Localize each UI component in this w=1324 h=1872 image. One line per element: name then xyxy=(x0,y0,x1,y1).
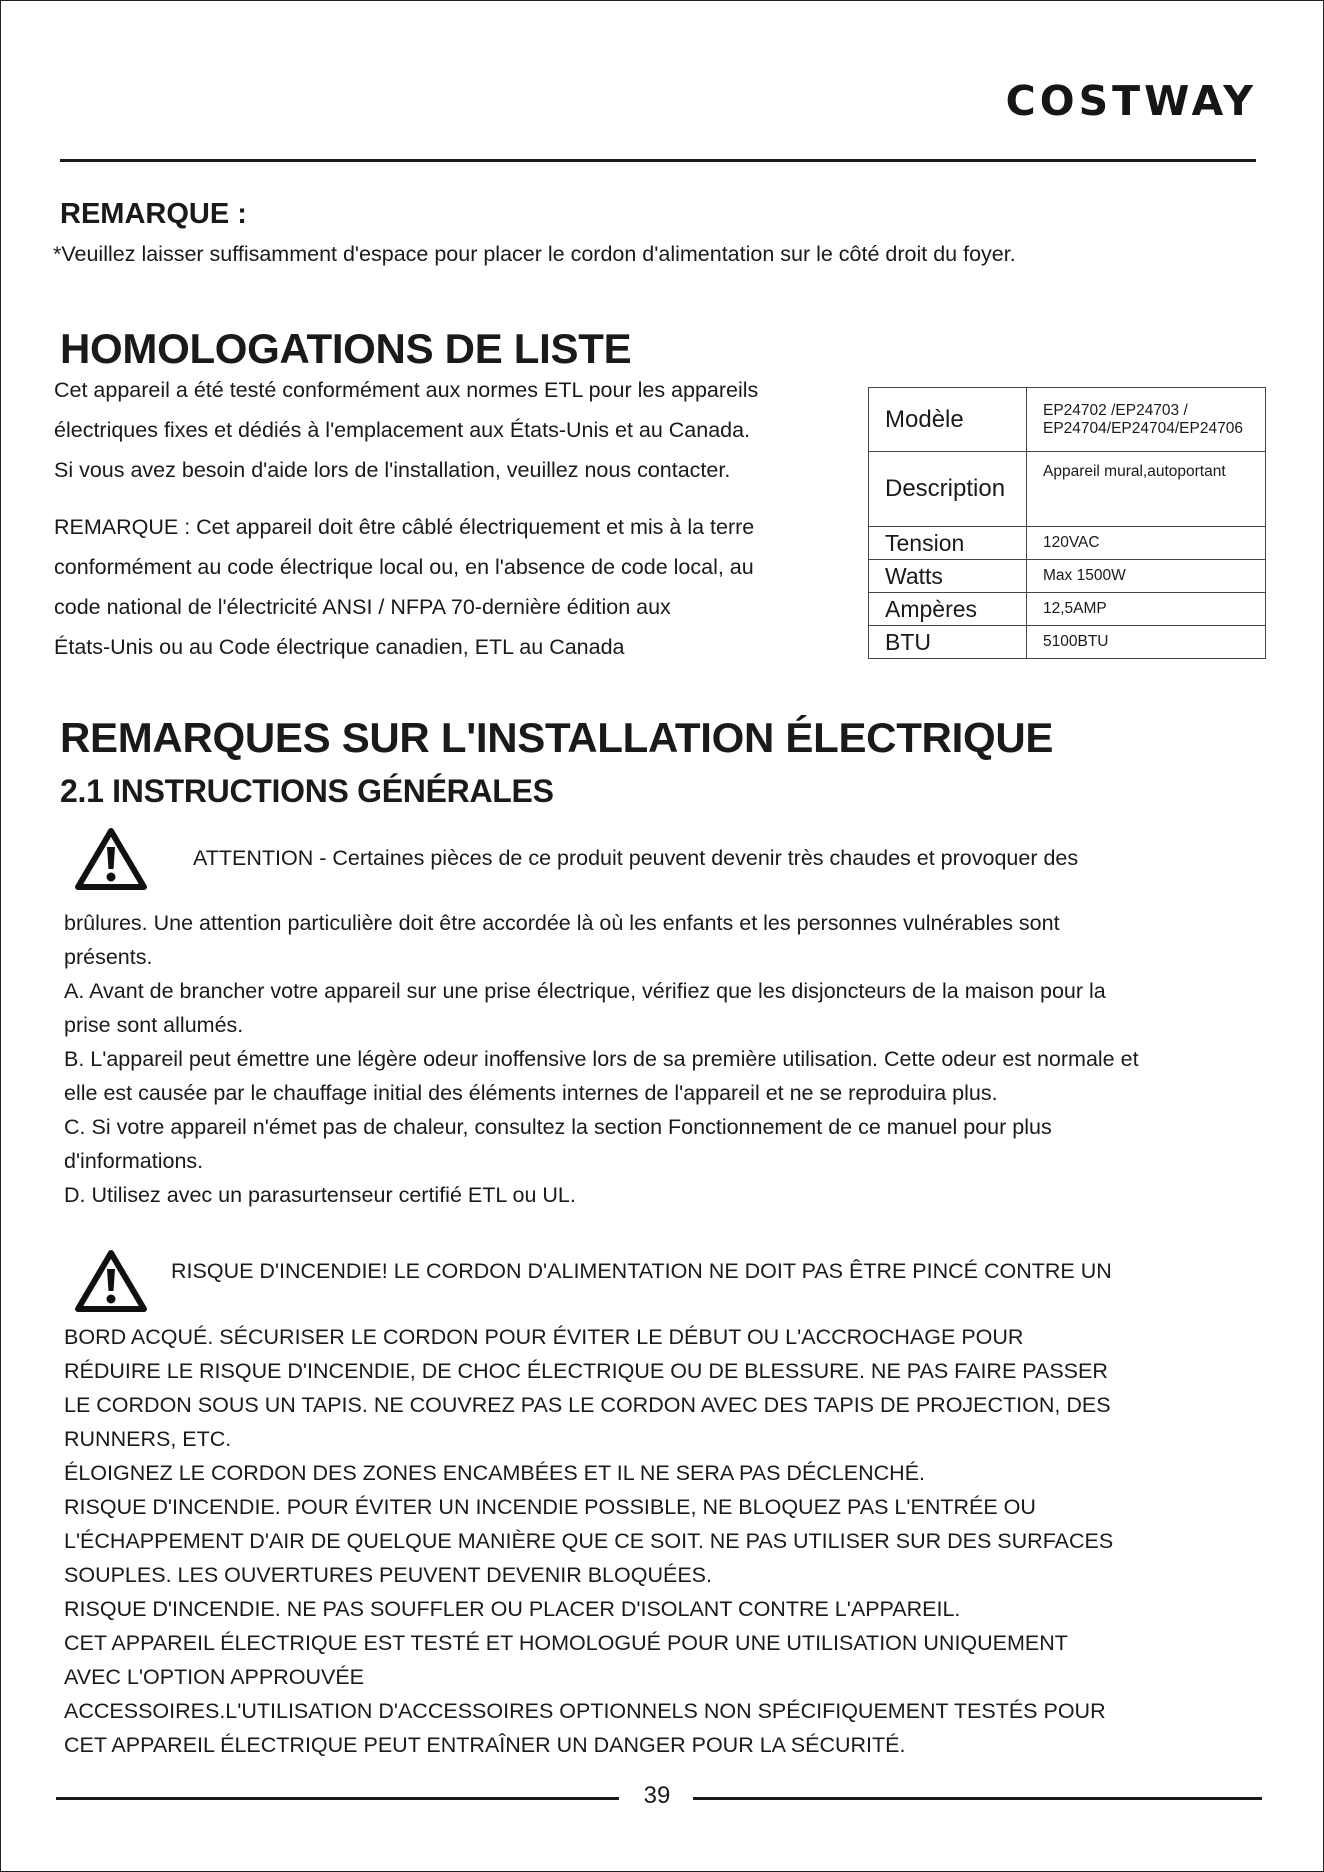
footer-divider-left xyxy=(56,1797,619,1800)
spec-row-tension xyxy=(869,527,1266,560)
text-line: L'ÉCHAPPEMENT D'AIR DE QUELQUE MANIÈRE QUE CE SOIT. NE PAS UTILISER SUR DES SURFACES xyxy=(64,1529,1114,1553)
note-heading: REMARQUE : xyxy=(60,198,247,230)
text-line: brûlures. Une attention particulière doit être accordée là où les enfants et les personnes vulnérables sont xyxy=(64,911,1060,935)
text-line: LE CORDON SOUS UN TAPIS. NE COUVREZ PAS LE CORDON AVEC DES TAPIS DE PROJECTION, DES xyxy=(64,1393,1111,1417)
spec-label: BTU xyxy=(869,626,1027,659)
text-line: CET APPAREIL ÉLECTRIQUE PEUT ENTRAÎNER UN DANGER POUR LA SÉCURITÉ. xyxy=(64,1733,906,1757)
spec-row-watts xyxy=(869,560,1266,593)
text-line: SOUPLES. LES OUVERTURES PEUVENT DEVENIR BLOQUÉES. xyxy=(64,1563,712,1587)
listing-paragraphs xyxy=(54,378,854,675)
listing-line: Si vous avez besoin d'aide lors de l'installation, veuillez nous contacter. xyxy=(54,458,731,482)
text-line: C. Si votre appareil n'émet pas de chaleur, consultez la section Fonctionnement de ce manuel pour plus xyxy=(64,1115,1052,1139)
listing-line: électriques fixes et dédiés à l'emplacement aux États-Unis et au Canada. xyxy=(54,418,751,442)
spec-label: Modèle xyxy=(869,388,1027,452)
spec-table xyxy=(868,387,1266,659)
electrical-heading: REMARQUES SUR L'INSTALLATION ÉLECTRIQUE xyxy=(60,714,1054,761)
spec-label: Description xyxy=(869,452,1027,527)
spec-row-model xyxy=(869,388,1266,452)
brand-logo: COSTWAY xyxy=(1005,77,1257,125)
text-line: CET APPAREIL ÉLECTRIQUE EST TESTÉ ET HOMOLOGUÉ POUR UNE UTILISATION UNIQUEMENT xyxy=(64,1631,1068,1655)
text-line: AVEC L'OPTION APPROUVÉE xyxy=(64,1665,365,1689)
spec-value: Max 1500W xyxy=(1027,560,1266,593)
header-divider xyxy=(60,159,1256,162)
model-value-line: EP24702 /EP24703 / xyxy=(1043,401,1188,419)
spec-row-btu xyxy=(869,626,1266,659)
model-value-line: EP24704/EP24704/EP24706 xyxy=(1043,419,1243,437)
text-line: RISQUE D'INCENDIE. POUR ÉVITER UN INCENDIE POSSIBLE, NE BLOQUEZ PAS L'ENTRÉE OU xyxy=(64,1495,1036,1519)
text-line: d'informations. xyxy=(64,1149,204,1173)
text-line: BORD ACQUÉ. SÉCURISER LE CORDON POUR ÉVITER LE DÉBUT OU L'ACCROCHAGE POUR xyxy=(64,1325,1024,1349)
text-line: présents. xyxy=(64,945,153,969)
text-line: RÉDUIRE LE RISQUE D'INCENDIE, DE CHOC ÉLECTRIQUE OU DE BLESSURE. NE PAS FAIRE PASSER xyxy=(64,1359,1108,1383)
general-instructions-heading: 2.1 INSTRUCTIONS GÉNÉRALES xyxy=(60,773,554,809)
listing-heading: HOMOLOGATIONS DE LISTE xyxy=(60,325,632,372)
listing-line: Cet appareil a été testé conformément aux normes ETL pour les appareils xyxy=(54,378,759,402)
spec-value: 12,5AMP xyxy=(1027,593,1266,626)
spec-value: Appareil mural,autoportant xyxy=(1027,452,1266,527)
listing-line: conformément au code électrique local ou, en l'absence de code local, au xyxy=(54,555,754,579)
text-line: B. L'appareil peut émettre une légère odeur inoffensive lors de sa première utilisation. Cette odeur est normale et xyxy=(64,1047,1139,1071)
spec-value xyxy=(1027,388,1266,452)
text-line: ACCESSOIRES.L'UTILISATION D'ACCESSOIRES OPTIONNELS NON SPÉCIFIQUEMENT TESTÉS POUR xyxy=(64,1699,1106,1723)
text-line: prise sont allumés. xyxy=(64,1013,244,1037)
text-line: RISQUE D'INCENDIE. NE PAS SOUFFLER OU PLACER D'ISOLANT CONTRE L'APPAREIL. xyxy=(64,1597,961,1621)
text-line: elle est causée par le chauffage initial des éléments internes de l'appareil et ne se reproduira plus. xyxy=(64,1081,998,1105)
text-line: RUNNERS, ETC. xyxy=(64,1427,232,1451)
attention-heading: ATTENTION - Certaines pièces de ce produit peuvent devenir très chaudes et provoquer des xyxy=(193,846,1079,870)
text-line: D. Utilisez avec un parasurtenseur certifié ETL ou UL. xyxy=(64,1183,576,1207)
warning-triangle-icon xyxy=(74,827,148,891)
text-line: ÉLOIGNEZ LE CORDON DES ZONES ENCAMBÉES ET IL NE SERA PAS DÉCLENCHÉ. xyxy=(64,1461,926,1485)
spec-value: 120VAC xyxy=(1027,527,1266,560)
fire-risk-text xyxy=(64,1325,1264,1767)
page-number: 39 xyxy=(643,1782,671,1809)
spec-label: Tension xyxy=(869,527,1027,560)
spec-label: Watts xyxy=(869,560,1027,593)
general-instructions-text xyxy=(64,911,1264,1217)
spec-value: 5100BTU xyxy=(1027,626,1266,659)
footer-divider-right xyxy=(693,1797,1262,1800)
text-line: A. Avant de brancher votre appareil sur une prise électrique, vérifiez que les disjoncteurs de la maison pour la xyxy=(64,979,1106,1003)
spec-label: Ampères xyxy=(869,593,1027,626)
warning-triangle-icon xyxy=(74,1249,148,1313)
listing-line: code national de l'électricité ANSI / NFPA 70-dernière édition aux xyxy=(54,595,671,619)
note-text: *Veuillez laisser suffisamment d'espace pour placer le cordon d'alimentation sur le côté droit du foyer. xyxy=(53,242,1016,266)
fire-risk-heading: RISQUE D'INCENDIE! LE CORDON D'ALIMENTATION NE DOIT PAS ÊTRE PINCÉ CONTRE UN xyxy=(171,1259,1112,1283)
listing-line: États-Unis ou au Code électrique canadien, ETL au Canada xyxy=(54,635,625,659)
spec-row-description xyxy=(869,452,1266,527)
paragraph-gap xyxy=(54,498,854,515)
listing-line: REMARQUE : Cet appareil doit être câblé électriquement et mis à la terre xyxy=(54,515,755,539)
spec-row-amperes xyxy=(869,593,1266,626)
